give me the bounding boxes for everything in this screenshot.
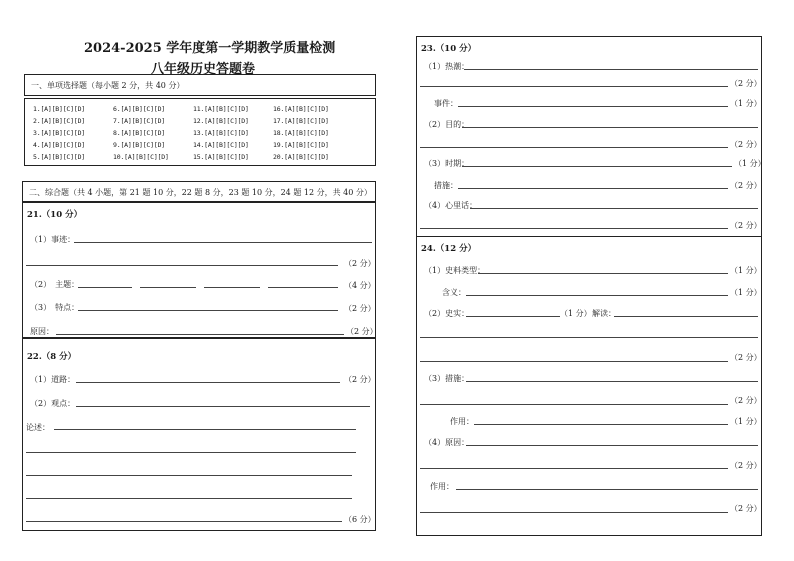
answer-line[interactable] <box>470 208 758 209</box>
choice-options[interactable]: [A][B][C][D] <box>40 105 85 113</box>
choice-number: 5. <box>33 153 41 161</box>
choice-number: 4. <box>33 141 41 149</box>
q21-p1-points: （2 分） <box>344 259 376 268</box>
q21-p4-points: （2 分） <box>346 327 378 336</box>
q24-p1-points: （1 分） <box>730 266 762 275</box>
choice-item[interactable] <box>193 141 249 149</box>
answer-line[interactable] <box>420 147 728 148</box>
q23-p3-points: （1 分） <box>734 159 766 168</box>
choice-options[interactable]: [A][B][C][D] <box>120 141 165 149</box>
q23-p1-label: （1）热潮： <box>424 62 470 71</box>
answer-line[interactable] <box>466 381 758 382</box>
choice-item[interactable] <box>193 105 249 113</box>
choice-item[interactable] <box>273 105 329 113</box>
q22-p3-points: （6 分） <box>344 515 376 524</box>
answer-line[interactable] <box>420 468 728 469</box>
choice-item[interactable] <box>193 117 249 125</box>
choice-number: 16. <box>273 105 285 113</box>
choice-options[interactable]: [A][B][C][D] <box>40 129 85 137</box>
q24-p2b-label: 解读： <box>592 309 616 318</box>
choice-options[interactable]: [A][B][C][D] <box>284 153 329 161</box>
answer-line[interactable] <box>204 287 260 288</box>
q23-p3b-points: （2 分） <box>730 181 762 190</box>
q23-p1-points: （2 分） <box>730 79 762 88</box>
q24-p2-label: （2）史实： <box>424 309 470 318</box>
page-subtitle: 八年级历史答题卷 <box>151 62 256 77</box>
choice-options[interactable]: [A][B][C][D] <box>120 117 165 125</box>
q22-p3-label: 论述： <box>26 423 50 432</box>
choice-options[interactable]: [A][B][C][D] <box>120 129 165 137</box>
q24-p2-mid-points: （1 分） <box>560 309 592 318</box>
right-page-frame <box>416 36 762 536</box>
choice-item[interactable] <box>113 105 165 113</box>
answer-line[interactable] <box>420 86 728 87</box>
answer-line[interactable] <box>74 242 372 243</box>
answer-line[interactable] <box>78 310 338 311</box>
answer-line[interactable] <box>474 424 728 425</box>
answer-line[interactable] <box>26 498 352 499</box>
q21-p1-label: （1）事迹： <box>30 235 76 244</box>
answer-line[interactable] <box>458 188 728 189</box>
answer-line[interactable] <box>26 475 352 476</box>
q21-area <box>22 202 376 338</box>
q22-p1-label: （1）道路： <box>30 375 76 384</box>
answer-line[interactable] <box>26 265 338 266</box>
choice-options[interactable]: [A][B][C][D] <box>284 129 329 137</box>
choice-number: 14. <box>193 141 205 149</box>
q23-q24-divider <box>416 236 762 237</box>
answer-line[interactable] <box>78 287 132 288</box>
choice-number: 1. <box>33 105 41 113</box>
choice-item[interactable] <box>33 153 85 161</box>
choice-number: 18. <box>273 129 285 137</box>
choice-item[interactable] <box>33 117 85 125</box>
section2-title: 二、综合题（共 4 小题，第 21 题 10 分，22 题 8 分，23 题 10 分，24 题 12 分，共 40 分） <box>29 188 372 197</box>
answer-line[interactable] <box>466 295 728 296</box>
q24-p2-points: （2 分） <box>730 353 762 362</box>
q23-heading: 23.（10 分） <box>421 44 477 54</box>
q23-p1b-label: 事件： <box>434 99 458 108</box>
answer-line[interactable] <box>462 127 758 128</box>
q24-p1-label: （1）史料类型： <box>424 266 486 275</box>
choice-item[interactable] <box>33 105 85 113</box>
q24-p4-label: （4）原因： <box>424 438 470 447</box>
choice-options[interactable]: [A][B][C][D] <box>40 153 85 161</box>
choice-number: 3. <box>33 129 41 137</box>
choice-options[interactable]: [A][B][C][D] <box>124 153 169 161</box>
q23-p3-label: （3）时期： <box>424 159 470 168</box>
q22-area <box>22 338 376 531</box>
choice-item[interactable] <box>113 117 165 125</box>
q21-p2-points: （4 分） <box>344 281 376 290</box>
choice-grid <box>24 98 376 166</box>
choice-item[interactable] <box>193 153 249 161</box>
answer-line[interactable] <box>54 429 356 430</box>
answer-line[interactable] <box>464 69 758 70</box>
choice-number: 8. <box>113 129 121 137</box>
answer-line[interactable] <box>56 334 344 335</box>
answer-line[interactable] <box>140 287 196 288</box>
q22-heading: 22.（8 分） <box>27 352 77 362</box>
choice-options[interactable]: [A][B][C][D] <box>204 105 249 113</box>
q21-p3-label: （3） 特点： <box>30 303 80 312</box>
answer-line[interactable] <box>26 452 356 453</box>
q24-heading: 24.（12 分） <box>421 244 477 254</box>
q21-p4-label: 原因： <box>30 327 54 336</box>
answer-line[interactable] <box>614 316 758 317</box>
choice-number: 12. <box>193 117 205 125</box>
q23-p4-points: （2 分） <box>730 221 762 230</box>
choice-number: 13. <box>193 129 205 137</box>
choice-number: 2. <box>33 117 41 125</box>
answer-line[interactable] <box>420 228 728 229</box>
q23-p2-label: （2）目的： <box>424 120 470 129</box>
answer-line[interactable] <box>26 521 342 522</box>
answer-line[interactable] <box>420 361 728 362</box>
answer-line[interactable] <box>466 316 560 317</box>
q24-p1b-points: （1 分） <box>730 288 762 297</box>
answer-line[interactable] <box>76 406 370 407</box>
answer-line[interactable] <box>268 287 338 288</box>
choice-number: 7. <box>113 117 121 125</box>
q24-p4-points: （2 分） <box>730 461 762 470</box>
q24-p4b-label: 作用： <box>430 482 454 491</box>
choice-options[interactable]: [A][B][C][D] <box>40 117 85 125</box>
choice-number: 6. <box>113 105 121 113</box>
choice-item[interactable] <box>113 141 165 149</box>
choice-item[interactable] <box>33 129 85 137</box>
q24-p3b-label: 作用： <box>450 417 474 426</box>
section1-title: 一、单项选择题（每小题 2 分，共 40 分） <box>31 81 185 90</box>
q21-p3-points: （2 分） <box>344 304 376 313</box>
q24-p4b-points: （2 分） <box>730 504 762 513</box>
choice-item[interactable] <box>193 129 249 137</box>
choice-item[interactable] <box>273 117 329 125</box>
choice-item[interactable] <box>113 153 169 161</box>
choice-options[interactable]: [A][B][C][D] <box>204 117 249 125</box>
choice-item[interactable] <box>273 153 329 161</box>
section1-header <box>24 74 376 96</box>
answer-line[interactable] <box>466 445 758 446</box>
choice-options[interactable]: [A][B][C][D] <box>284 141 329 149</box>
answer-line[interactable] <box>420 512 728 513</box>
q24-p1b-label: 含义： <box>442 288 466 297</box>
choice-item[interactable] <box>33 141 85 149</box>
choice-number: 9. <box>113 141 121 149</box>
q23-p3b-label: 措施： <box>434 181 458 190</box>
answer-line[interactable] <box>76 382 340 383</box>
q21-heading: 21.（10 分） <box>27 210 83 220</box>
choice-options[interactable]: [A][B][C][D] <box>204 153 249 161</box>
page-title: 2024-2025 学年度第一学期教学质量检测 <box>84 41 336 56</box>
choice-item[interactable] <box>113 129 165 137</box>
q23-p2-points: （2 分） <box>730 140 762 149</box>
section2-header <box>22 181 376 202</box>
choice-number: 15. <box>193 153 205 161</box>
answer-line[interactable] <box>420 337 758 338</box>
q22-p1-points: （2 分） <box>344 375 376 384</box>
choice-options[interactable]: [A][B][C][D] <box>120 105 165 113</box>
choice-number: 17. <box>273 117 285 125</box>
q24-p3-label: （3）措施： <box>424 374 470 383</box>
choice-number: 10. <box>113 153 125 161</box>
choice-options[interactable]: [A][B][C][D] <box>284 105 329 113</box>
answer-line[interactable] <box>478 273 728 274</box>
answer-line[interactable] <box>462 166 732 167</box>
answer-line[interactable] <box>458 106 728 107</box>
choice-item[interactable] <box>273 141 329 149</box>
q24-p3b-points: （1 分） <box>730 417 762 426</box>
choice-options[interactable]: [A][B][C][D] <box>40 141 85 149</box>
q23-p1b-points: （1 分） <box>730 99 762 108</box>
q23-p4-label: （4）心里话： <box>424 201 478 210</box>
choice-item[interactable] <box>273 129 329 137</box>
q21-p2-label: （2） 主题： <box>30 280 80 289</box>
q24-p3-points: （2 分） <box>730 396 762 405</box>
choice-number: 20. <box>273 153 285 161</box>
choice-number: 19. <box>273 141 285 149</box>
answer-line[interactable] <box>456 489 758 490</box>
choice-number: 11. <box>193 105 205 113</box>
answer-line[interactable] <box>420 404 728 405</box>
choice-options[interactable]: [A][B][C][D] <box>204 141 249 149</box>
choice-options[interactable]: [A][B][C][D] <box>204 129 249 137</box>
q22-p2-label: （2）观点： <box>30 399 76 408</box>
choice-options[interactable]: [A][B][C][D] <box>284 117 329 125</box>
